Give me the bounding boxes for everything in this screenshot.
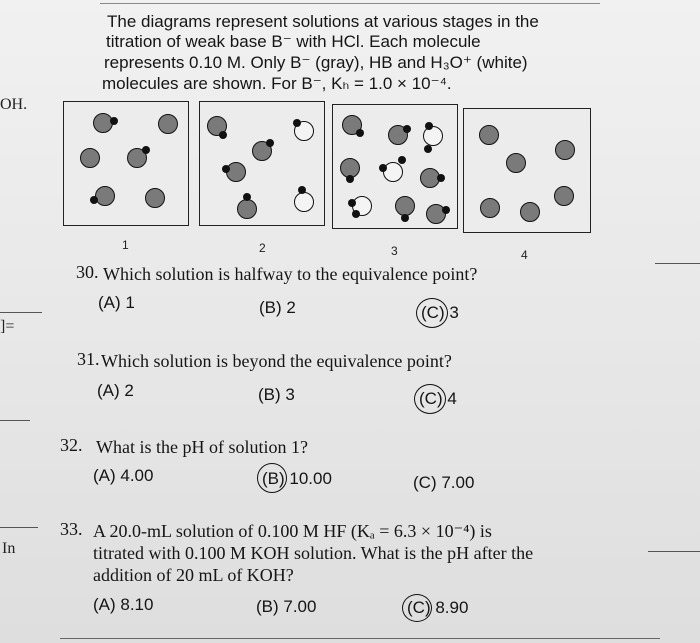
intro-line-2: titration of weak base B⁻ with HCl. Each molecule xyxy=(106,32,481,51)
diagram-label-3: 3 xyxy=(391,244,398,258)
q30-choice-b: (B) 2 xyxy=(259,298,296,317)
proton-dot xyxy=(90,196,98,204)
proton-dot xyxy=(398,156,406,164)
q30-text: Which solution is halfway to the equivalence point? xyxy=(103,264,478,284)
q31-text: Which solution is beyond the equivalence point? xyxy=(101,351,452,371)
q32-number: 32. xyxy=(60,435,83,455)
margin-rule xyxy=(655,263,700,264)
margin-fragment-bracket: ]= xyxy=(0,318,15,335)
intro-line-3: represents 0.10 M. Only B⁻ (gray), HB and H₃O⁺ (white) xyxy=(104,53,528,72)
proton-dot xyxy=(243,193,251,201)
intro-line-4: molecules are shown. For B⁻, Kₕ = 1.0 × 10⁻⁴. xyxy=(102,74,452,93)
q33-number: 33. xyxy=(60,519,83,539)
white-molecule xyxy=(294,192,314,212)
margin-rule xyxy=(648,551,700,552)
proton-dot xyxy=(437,174,445,182)
intro-line-1: The diagrams represent solutions at various stages in the xyxy=(107,12,539,31)
diagram-label-1: 1 xyxy=(122,238,129,252)
q33-line-1: A 20.0-mL solution of 0.100 M HF (Kₐ = 6.3 × 10⁻⁴) is xyxy=(93,521,492,541)
proton-dot xyxy=(142,146,150,154)
margin-rule xyxy=(0,312,42,313)
proton-dot xyxy=(293,119,301,127)
top-rule xyxy=(100,3,600,4)
q33-line-3: addition of 20 mL of KOH? xyxy=(93,565,294,585)
gray-molecule xyxy=(237,199,257,219)
q31-choice-b: (B) 3 xyxy=(258,385,295,404)
q30-answer-circle xyxy=(416,298,448,328)
proton-dot xyxy=(403,125,411,133)
proton-dot xyxy=(401,214,409,222)
gray-molecule xyxy=(520,202,540,222)
q33-choice-c: (C) 8.90 xyxy=(407,598,469,617)
gray-molecule xyxy=(554,186,574,206)
proton-dot xyxy=(379,164,387,172)
margin-fragment-in: In xyxy=(2,540,16,557)
q32-choice-a: (A) 4.00 xyxy=(93,466,154,485)
gray-molecule xyxy=(95,186,115,206)
proton-dot xyxy=(442,206,450,214)
proton-dot xyxy=(346,175,354,183)
diagram-label-4: 4 xyxy=(521,248,528,262)
proton-dot xyxy=(356,129,364,137)
q31-answer-circle xyxy=(414,384,446,414)
q31-number: 31. xyxy=(77,349,100,369)
gray-molecule xyxy=(226,162,246,182)
q32-text: What is the pH of solution 1? xyxy=(96,437,308,457)
q31-choice-c: (C) 4 xyxy=(419,389,457,408)
gray-molecule xyxy=(480,198,500,218)
q30-number: 30. xyxy=(76,262,99,282)
q32-choice-b: (B) 10.00 xyxy=(262,469,332,488)
gray-molecule xyxy=(555,140,575,160)
proton-dot xyxy=(424,145,432,153)
gray-molecule xyxy=(80,148,100,168)
q33-answer-circle xyxy=(402,594,432,622)
diagram-label-2: 2 xyxy=(259,241,266,255)
proton-dot xyxy=(425,122,433,130)
gray-molecule xyxy=(479,125,499,145)
q32-choice-c: (C) 7.00 xyxy=(413,473,475,492)
q30-choice-a: (A) 1 xyxy=(98,293,135,312)
margin-rule xyxy=(0,420,30,421)
proton-dot xyxy=(298,186,306,194)
q32-answer-circle xyxy=(257,463,287,493)
proton-dot xyxy=(266,139,274,147)
q31-choice-a: (A) 2 xyxy=(97,381,134,400)
gray-molecule xyxy=(395,196,415,216)
proton-dot xyxy=(222,165,230,173)
gray-molecule xyxy=(158,114,178,134)
proton-dot xyxy=(348,199,356,207)
margin-fragment-oh: OH. xyxy=(0,96,28,113)
gray-molecule xyxy=(506,153,526,173)
proton-dot xyxy=(110,117,118,125)
q33-choice-a: (A) 8.10 xyxy=(93,595,154,614)
bottom-rule xyxy=(60,638,660,639)
q33-line-2: titrated with 0.100 M KOH solution. What is the pH after the xyxy=(93,543,534,563)
gray-molecule xyxy=(145,188,165,208)
proton-dot xyxy=(352,210,360,218)
proton-dot xyxy=(219,131,227,139)
margin-rule xyxy=(0,527,38,528)
q30-choice-c: (C) 3 xyxy=(421,303,459,322)
q33-choice-b: (B) 7.00 xyxy=(256,597,317,616)
